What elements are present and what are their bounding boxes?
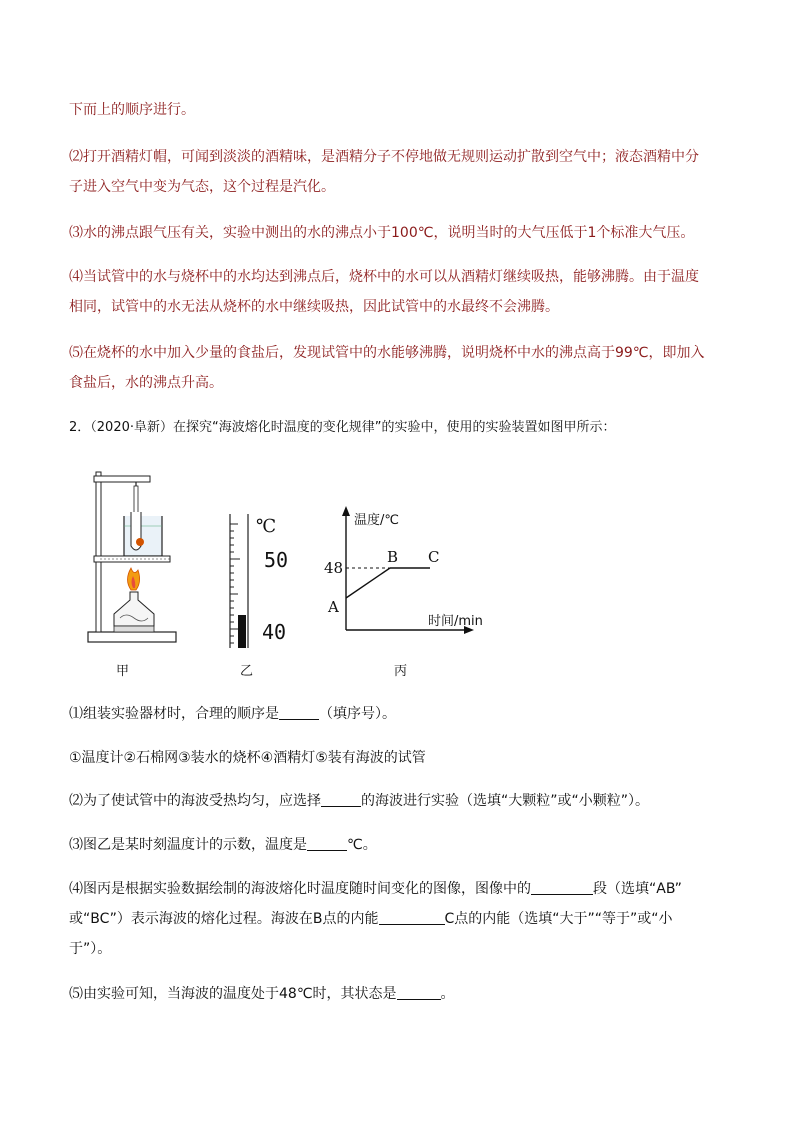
question-3-end: ℃。 [347, 837, 377, 853]
question-5-text: ⑸由实验可知，当海波的温度处于48℃时，其状态是 [69, 986, 397, 1002]
mercury-column [238, 615, 246, 648]
answer-line-0: 下而上的顺序进行。 [69, 102, 195, 118]
thermo-tick-50: 50 [264, 548, 289, 572]
question-1-end: （填序号）。 [319, 706, 396, 722]
segment-AB [346, 568, 390, 598]
question-intro: 2．（2020·阜新）在探究“海波熔化时温度的变化规律”的实验中，使用的实验装置如图甲所示： [69, 420, 616, 435]
point-B-label: B [387, 548, 399, 566]
question-4-line2-end: C点的内能（选填“大于”“等于”或“小 [444, 911, 673, 927]
graph-y-label: 温度/℃ [354, 513, 399, 528]
answer-blank-2[interactable] [321, 792, 361, 807]
answer-p4-line2: 相同，试管中的水无法从烧杯的水中继续吸热，因此试管中的水最终不会沸腾。 [69, 299, 559, 315]
stand-base [88, 632, 176, 642]
answer-p5-line2: 食盐后，水的沸点升高。 [69, 375, 223, 391]
answer-blank-5[interactable] [397, 985, 441, 1000]
question-2-text: ⑵为了使试管中的海波受热均匀，应选择 [69, 793, 321, 809]
question-1-options: ①温度计②石棉网③装水的烧杯④酒精灯⑤装有海波的试管 [69, 750, 426, 766]
answer-p2-line1: ⑵打开酒精灯帽，可闻到淡淡的酒精味，是酒精分子不停地做无规则运动扩散到空气中；液态酒精中分 [69, 149, 699, 165]
point-C-label: C [428, 548, 440, 566]
question-4-line3: 于”）。 [69, 941, 112, 957]
answer-blank-4b[interactable] [379, 910, 445, 925]
question-4-text: ⑷图丙是根据实验数据绘制的海波熔化时温度随时间变化的图像，图像中的 [69, 881, 531, 897]
answer-blank-4a[interactable] [531, 880, 593, 895]
question-1 [69, 704, 396, 724]
y-axis-arrow [342, 506, 350, 516]
question-2 [69, 791, 649, 811]
question-5 [69, 984, 455, 1004]
answer-p2-line2: 子进入空气中变为气态，这个过程是汽化。 [69, 179, 335, 195]
question-3 [69, 835, 377, 855]
thermo-tick-40: 40 [262, 620, 287, 644]
point-A-label: A [328, 598, 339, 616]
alcohol-lamp [114, 592, 154, 626]
beaker [124, 516, 162, 556]
graph-tick-48: 48 [324, 559, 344, 577]
question-3-text: ⑶图乙是某时刻温度计的示数，温度是 [69, 837, 307, 853]
question-5-end: 。 [440, 986, 455, 1002]
apparatus-figure [86, 464, 182, 646]
caption-jia: 甲 [116, 664, 130, 679]
question-2-end: 的海波进行实验（选填“大颗粒”或“小颗粒”）。 [361, 793, 650, 809]
question-4-line1 [69, 879, 682, 899]
caption-yi: 乙 [240, 664, 254, 679]
answer-p4-line1: ⑷当试管中的水与烧杯中的水均达到沸点后，烧杯中的水可以从酒精灯继续吸热，能够沸腾。由于温度 [69, 269, 699, 285]
answer-blank-3[interactable] [307, 836, 347, 851]
question-4-line1-end: 段（选填“AB” [593, 881, 682, 897]
thermo-unit-label: ℃ [256, 516, 277, 537]
answer-p5-line1: ⑸在烧杯的水中加入少量的食盐后，发现试管中的水能够沸腾，说明烧杯中水的沸点高于99℃，即加入 [69, 345, 705, 361]
graph-x-label: 时间/min [428, 614, 483, 629]
question-4-line2-text: 或“BC”）表示海波的熔化过程。海波在B点的内能 [69, 911, 379, 927]
question-1-text: ⑴组装实验器材时，合理的顺序是 [69, 706, 279, 722]
answer-blank-1[interactable] [279, 705, 319, 720]
caption-bing: 丙 [394, 664, 408, 679]
question-4-line2 [69, 909, 673, 929]
answer-p3: ⑶水的沸点跟气压有关，实验中测出的水的沸点小于100℃，说明当时的大气压低于1个标准大气压。 [69, 225, 695, 241]
